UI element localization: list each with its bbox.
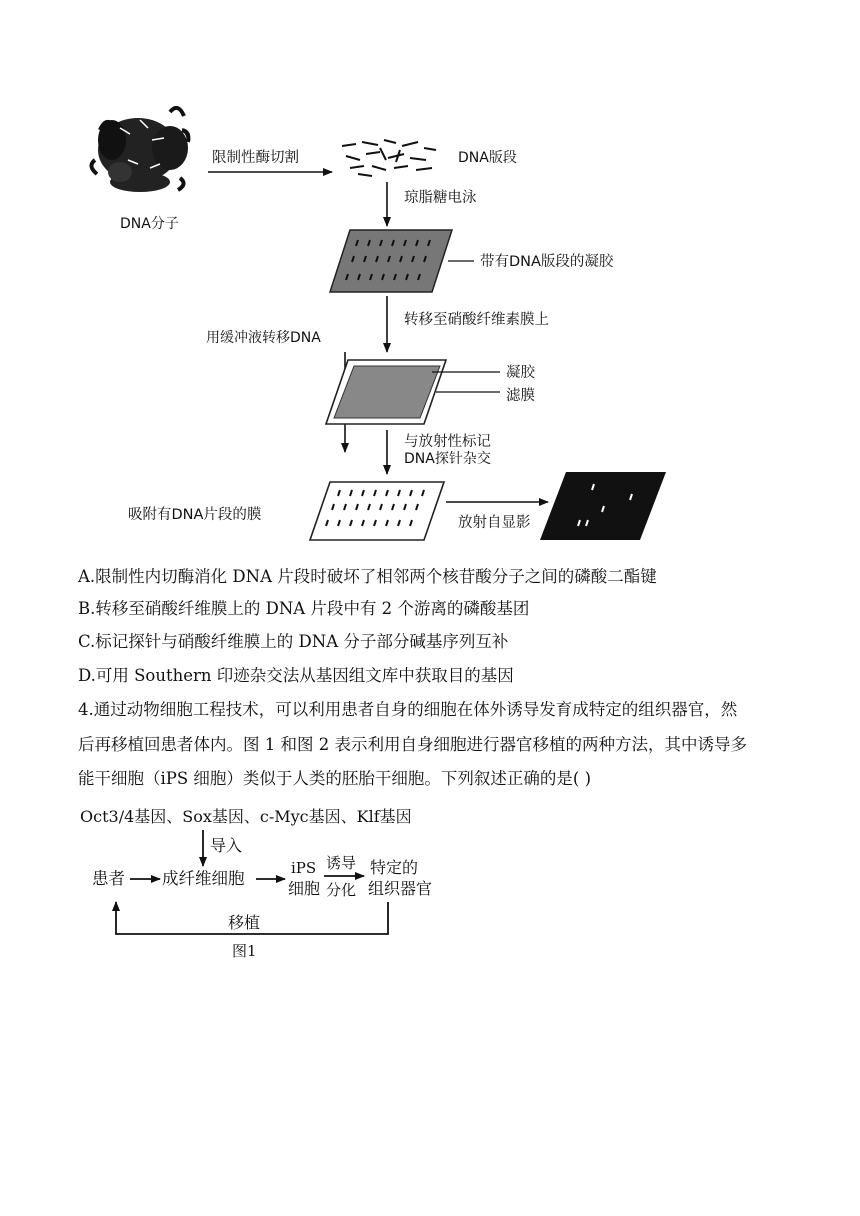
figure1-genes: Oct3/4基因、Sox基因、c-Myc基因、Klf基因 bbox=[80, 807, 412, 826]
induce-label: 诱导 bbox=[326, 854, 357, 872]
restriction-cut-label: 限制性酶切割 bbox=[212, 150, 299, 166]
option-b: B.转移至硝酸纤维膜上的 DNA 片段中有 2 个游离的磷酸基团 bbox=[78, 599, 530, 618]
buffer-transfer-label: 用缓冲液转移DNA bbox=[206, 330, 321, 346]
gel-with-fragments-label: 带有DNA版段的凝胶 bbox=[480, 254, 614, 270]
gel-label: 凝胶 bbox=[506, 365, 535, 381]
hybridize-label-line2: DNA探针杂交 bbox=[404, 451, 491, 467]
patient-label: 患者 bbox=[92, 869, 125, 888]
transplant-label: 移植 bbox=[228, 913, 261, 932]
organ-label-line1: 特定的 bbox=[370, 858, 419, 877]
question4-line2: 后再移植回患者体内。图 1 和图 2 表示利用自身细胞进行器官移植的两种方法，其中诱导多 bbox=[78, 735, 747, 754]
transplant-loop-arrow bbox=[116, 902, 388, 934]
electrophoresis-label: 琼脂糖电泳 bbox=[404, 190, 477, 206]
ips-label-line2: 细胞 bbox=[288, 879, 321, 898]
autoradiography-label: 放射自显影 bbox=[458, 515, 531, 531]
membrane-with-bands-icon bbox=[310, 482, 444, 540]
option-d: D.可用 Southern 印迹杂交法从基因组文库中获取目的基因 bbox=[78, 666, 514, 685]
transfer-membrane-label: 转移至硝酸纤维素膜上 bbox=[404, 312, 549, 328]
dna-fragments-label: DNA版段 bbox=[458, 150, 517, 166]
ips-label-line1: iPS bbox=[291, 859, 317, 877]
dna-molecule-label: DNA分子 bbox=[120, 216, 179, 232]
autoradiograph-film-icon bbox=[540, 472, 666, 540]
differentiate-label: 分化 bbox=[326, 881, 357, 899]
fibroblast-label: 成纤维细胞 bbox=[162, 869, 245, 888]
dna-fragments-icon bbox=[342, 140, 436, 176]
organ-label-line2: 组织器官 bbox=[368, 879, 433, 898]
dna-molecule-icon bbox=[91, 108, 188, 192]
filter-membrane-label: 滤膜 bbox=[506, 388, 535, 404]
southern-blot-figure bbox=[0, 0, 860, 560]
gel-with-bands-icon bbox=[330, 230, 452, 292]
option-a: A.限制性内切酶消化 DNA 片段时破坏了相邻两个核苷酸分子之间的磷酸二酯键 bbox=[78, 567, 657, 586]
question4-line3: 能干细胞（iPS 细胞）类似于人类的胚胎干细胞。下列叙述正确的是( ) bbox=[78, 769, 592, 788]
gel-filter-stack-icon bbox=[326, 360, 446, 424]
hybridize-label-line1: 与放射性标记 bbox=[404, 434, 491, 450]
question4-line1: 4.通过动物细胞工程技术，可以利用患者自身的细胞在体外诱导发育成特定的组织器官，然 bbox=[78, 700, 738, 719]
import-label: 导入 bbox=[210, 836, 243, 855]
membrane-with-fragments-label: 吸附有DNA片段的膜 bbox=[128, 507, 262, 523]
option-c: C.标记探针与硝酸纤维膜上的 DNA 分子部分碱基序列互补 bbox=[78, 632, 509, 651]
figure1-caption: 图1 bbox=[232, 942, 257, 960]
